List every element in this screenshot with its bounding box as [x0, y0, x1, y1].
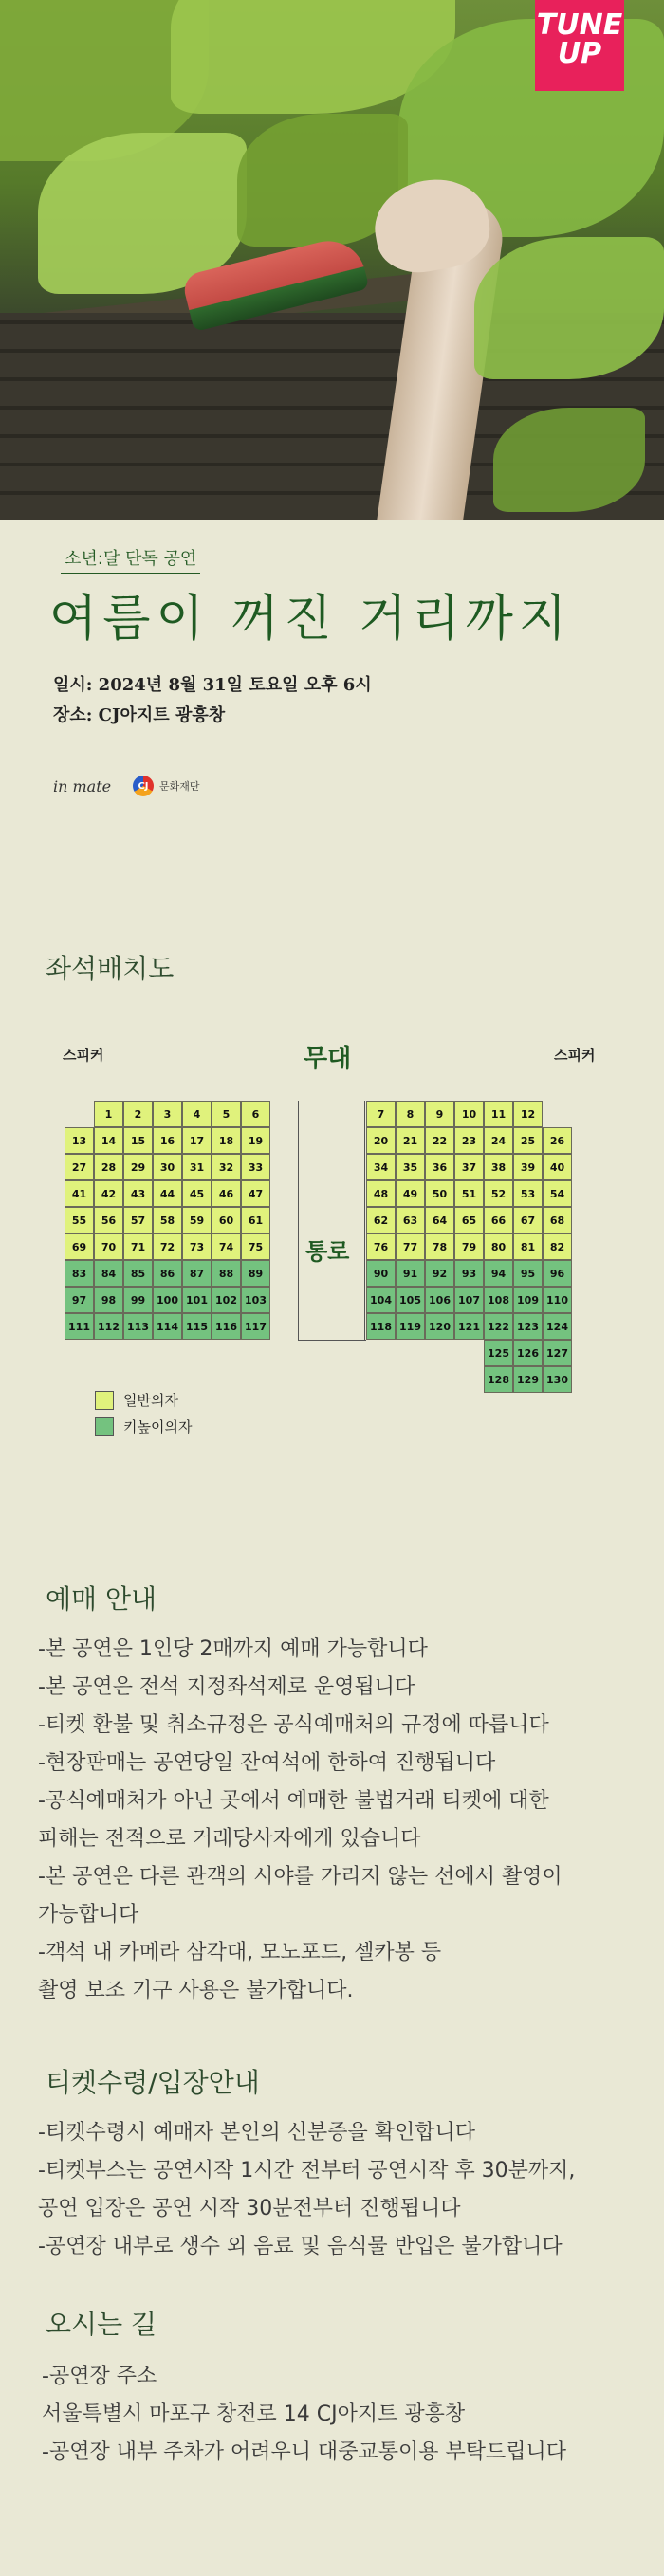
- seat-64: 64: [425, 1207, 454, 1233]
- seat-17: 17: [182, 1127, 212, 1154]
- seat-57: 57: [123, 1207, 153, 1233]
- seat-90: 90: [366, 1260, 396, 1287]
- ticket-lines-line: -공연장 내부로 생수 외 음료 및 음식물 반입은 불가합니다: [38, 2235, 563, 2258]
- seat-121: 121: [454, 1313, 484, 1340]
- tune-up-logo: TUNE UP: [535, 0, 624, 91]
- seat-113: 113: [123, 1313, 153, 1340]
- seat-76: 76: [366, 1233, 396, 1260]
- seat-117: 117: [241, 1313, 270, 1340]
- seat-89: 89: [241, 1260, 270, 1287]
- seat-128: 128: [484, 1366, 513, 1393]
- seat-83: 83: [65, 1260, 94, 1287]
- aisle-border: [298, 1101, 299, 1340]
- ticket-lines-line: -티켓수령시 예매자 본인의 신분증을 확인합니다: [38, 2121, 475, 2145]
- seat-2: 2: [123, 1101, 153, 1127]
- seat-21: 21: [396, 1127, 425, 1154]
- seat-95: 95: [513, 1260, 543, 1287]
- seat-26: 26: [543, 1127, 572, 1154]
- legend-swatch: [95, 1417, 114, 1436]
- seat-54: 54: [543, 1180, 572, 1207]
- seat-68: 68: [543, 1207, 572, 1233]
- seat-32: 32: [212, 1154, 241, 1180]
- seat-8: 8: [396, 1101, 425, 1127]
- seat-65: 65: [454, 1207, 484, 1233]
- seat-59: 59: [182, 1207, 212, 1233]
- seat-28: 28: [94, 1154, 123, 1180]
- booking-lines-line: 촬영 보조 기구 사용은 불가합니다.: [38, 1979, 354, 2002]
- seat-22: 22: [425, 1127, 454, 1154]
- seat-72: 72: [153, 1233, 182, 1260]
- seat-31: 31: [182, 1154, 212, 1180]
- seat-15: 15: [123, 1127, 153, 1154]
- seat-102: 102: [212, 1287, 241, 1313]
- booking-lines-line: 가능합니다: [38, 1903, 139, 1927]
- booking-lines-line: -티켓 환불 및 취소규정은 공식예매처의 규정에 따릅니다: [38, 1713, 549, 1737]
- seat-75: 75: [241, 1233, 270, 1260]
- seat-79: 79: [454, 1233, 484, 1260]
- stage-label: 무대: [304, 1045, 352, 1073]
- seat-13: 13: [65, 1127, 94, 1154]
- seat-123: 123: [513, 1313, 543, 1340]
- seat-9: 9: [425, 1101, 454, 1127]
- seat-62: 62: [366, 1207, 396, 1233]
- seat-111: 111: [65, 1313, 94, 1340]
- seat-118: 118: [366, 1313, 396, 1340]
- seat-74: 74: [212, 1233, 241, 1260]
- seat-70: 70: [94, 1233, 123, 1260]
- cj-mark-icon: CJ: [133, 776, 154, 796]
- seat-106: 106: [425, 1287, 454, 1313]
- booking-lines-line: -현장판매는 공연당일 잔여석에 한하여 진행됩니다: [38, 1751, 496, 1775]
- legend-label: 일반의자: [123, 1392, 178, 1409]
- seat-51: 51: [454, 1180, 484, 1207]
- directions-lines-line: 서울특별시 마포구 창전로 14 CJ아지트 광흥창: [42, 2402, 466, 2426]
- seat-23: 23: [454, 1127, 484, 1154]
- seat-45: 45: [182, 1180, 212, 1207]
- seat-81: 81: [513, 1233, 543, 1260]
- seating-heading: 좌석배치도: [46, 953, 175, 984]
- aisle-border: [298, 1340, 366, 1341]
- booking-heading: 예매 안내: [46, 1583, 157, 1615]
- leaf-shape: [493, 408, 645, 512]
- seat-82: 82: [543, 1233, 572, 1260]
- seat-130: 130: [543, 1366, 572, 1393]
- seat-116: 116: [212, 1313, 241, 1340]
- seat-50: 50: [425, 1180, 454, 1207]
- event-date: 일시: 2024년 8월 31일 토요일 오후 6시: [53, 675, 372, 695]
- seat-63: 63: [396, 1207, 425, 1233]
- seat-14: 14: [94, 1127, 123, 1154]
- legend-normal: [95, 1390, 178, 1410]
- seat-42: 42: [94, 1180, 123, 1207]
- seat-94: 94: [484, 1260, 513, 1287]
- seat-34: 34: [366, 1154, 396, 1180]
- cj-foundation-logo: [133, 776, 200, 796]
- seat-119: 119: [396, 1313, 425, 1340]
- seat-69: 69: [65, 1233, 94, 1260]
- ticket-heading: 티켓수령/입장안내: [46, 2067, 260, 2098]
- booking-lines-line: -객석 내 카메라 삼각대, 모노포드, 셀카봉 등: [38, 1941, 442, 1964]
- speaker-right: 스피커: [554, 1047, 596, 1064]
- seat-46: 46: [212, 1180, 241, 1207]
- seat-84: 84: [94, 1260, 123, 1287]
- seat-43: 43: [123, 1180, 153, 1207]
- seat-56: 56: [94, 1207, 123, 1233]
- seat-16: 16: [153, 1127, 182, 1154]
- seat-108: 108: [484, 1287, 513, 1313]
- seat-115: 115: [182, 1313, 212, 1340]
- legend-swatch: [95, 1391, 114, 1410]
- seat-105: 105: [396, 1287, 425, 1313]
- seat-5: 5: [212, 1101, 241, 1127]
- directions-lines-line: -공연장 주소: [42, 2365, 157, 2388]
- seat-27: 27: [65, 1154, 94, 1180]
- seat-99: 99: [123, 1287, 153, 1313]
- seat-39: 39: [513, 1154, 543, 1180]
- seat-33: 33: [241, 1154, 270, 1180]
- seat-67: 67: [513, 1207, 543, 1233]
- seat-18: 18: [212, 1127, 241, 1154]
- seat-37: 37: [454, 1154, 484, 1180]
- seat-114: 114: [153, 1313, 182, 1340]
- event-title: 여름이 꺼진 거리까지: [49, 591, 573, 648]
- seat-103: 103: [241, 1287, 270, 1313]
- aisle-border: [364, 1101, 365, 1340]
- booking-lines-line: -본 공연은 1인당 2매까지 예매 가능합니다: [38, 1637, 428, 1661]
- seat-52: 52: [484, 1180, 513, 1207]
- seat-36: 36: [425, 1154, 454, 1180]
- seat-7: 7: [366, 1101, 396, 1127]
- event-venue: 장소: CJ아지트 광흥창: [53, 705, 226, 725]
- booking-lines-line: -본 공연은 다른 관객의 시야를 가리지 않는 선에서 촬영이: [38, 1865, 563, 1889]
- seat-40: 40: [543, 1154, 572, 1180]
- seat-112: 112: [94, 1313, 123, 1340]
- seat-87: 87: [182, 1260, 212, 1287]
- seat-4: 4: [182, 1101, 212, 1127]
- seat-96: 96: [543, 1260, 572, 1287]
- speaker-left: 스피커: [63, 1047, 104, 1064]
- seat-6: 6: [241, 1101, 270, 1127]
- seat-1: 1: [94, 1101, 123, 1127]
- seat-19: 19: [241, 1127, 270, 1154]
- seat-85: 85: [123, 1260, 153, 1287]
- seat-24: 24: [484, 1127, 513, 1154]
- event-subtitle: 소년:달 단독 공연: [61, 545, 200, 574]
- seat-126: 126: [513, 1340, 543, 1366]
- sponsor-name: 문화재단: [159, 780, 200, 793]
- seat-48: 48: [366, 1180, 396, 1207]
- seat-35: 35: [396, 1154, 425, 1180]
- seat-120: 120: [425, 1313, 454, 1340]
- partner-logo: in mate: [53, 777, 112, 795]
- ticket-lines-line: -티켓부스는 공연시작 1시간 전부터 공연시작 후 30분까지,: [38, 2159, 576, 2183]
- legend-high: [95, 1416, 192, 1436]
- seat-100: 100: [153, 1287, 182, 1313]
- seat-44: 44: [153, 1180, 182, 1207]
- seat-129: 129: [513, 1366, 543, 1393]
- seat-78: 78: [425, 1233, 454, 1260]
- booking-lines-line: 피해는 전적으로 거래당사자에게 있습니다: [38, 1827, 421, 1851]
- seat-77: 77: [396, 1233, 425, 1260]
- seat-55: 55: [65, 1207, 94, 1233]
- seat-10: 10: [454, 1101, 484, 1127]
- seat-12: 12: [513, 1101, 543, 1127]
- seat-47: 47: [241, 1180, 270, 1207]
- seat-73: 73: [182, 1233, 212, 1260]
- aisle-label: 통로: [305, 1238, 350, 1265]
- directions-heading: 오시는 길: [46, 2309, 157, 2340]
- seat-88: 88: [212, 1260, 241, 1287]
- seat-124: 124: [543, 1313, 572, 1340]
- seat-122: 122: [484, 1313, 513, 1340]
- seat-86: 86: [153, 1260, 182, 1287]
- seat-97: 97: [65, 1287, 94, 1313]
- leaf-shape: [474, 237, 664, 379]
- seat-38: 38: [484, 1154, 513, 1180]
- seat-30: 30: [153, 1154, 182, 1180]
- seat-3: 3: [153, 1101, 182, 1127]
- seat-125: 125: [484, 1340, 513, 1366]
- seat-11: 11: [484, 1101, 513, 1127]
- seat-91: 91: [396, 1260, 425, 1287]
- seat-80: 80: [484, 1233, 513, 1260]
- seat-92: 92: [425, 1260, 454, 1287]
- seat-53: 53: [513, 1180, 543, 1207]
- seat-58: 58: [153, 1207, 182, 1233]
- legend-label: 키높이의자: [123, 1418, 193, 1435]
- directions-lines-line: -공연장 내부 주차가 어려우니 대중교통이용 부탁드립니다: [42, 2440, 566, 2464]
- seat-110: 110: [543, 1287, 572, 1313]
- booking-lines-line: -본 공연은 전석 지정좌석제로 운영됩니다: [38, 1675, 415, 1699]
- seat-93: 93: [454, 1260, 484, 1287]
- seat-71: 71: [123, 1233, 153, 1260]
- seat-20: 20: [366, 1127, 396, 1154]
- seat-49: 49: [396, 1180, 425, 1207]
- seat-61: 61: [241, 1207, 270, 1233]
- seat-60: 60: [212, 1207, 241, 1233]
- seat-109: 109: [513, 1287, 543, 1313]
- seat-127: 127: [543, 1340, 572, 1366]
- seat-107: 107: [454, 1287, 484, 1313]
- booking-lines-line: -공식예매처가 아닌 곳에서 예매한 불법거래 티켓에 대한: [38, 1789, 549, 1813]
- seat-104: 104: [366, 1287, 396, 1313]
- seat-41: 41: [65, 1180, 94, 1207]
- ticket-lines-line: 공연 입장은 공연 시작 30분전부터 진행됩니다: [38, 2197, 461, 2220]
- seat-98: 98: [94, 1287, 123, 1313]
- seat-66: 66: [484, 1207, 513, 1233]
- seat-29: 29: [123, 1154, 153, 1180]
- seat-25: 25: [513, 1127, 543, 1154]
- seat-101: 101: [182, 1287, 212, 1313]
